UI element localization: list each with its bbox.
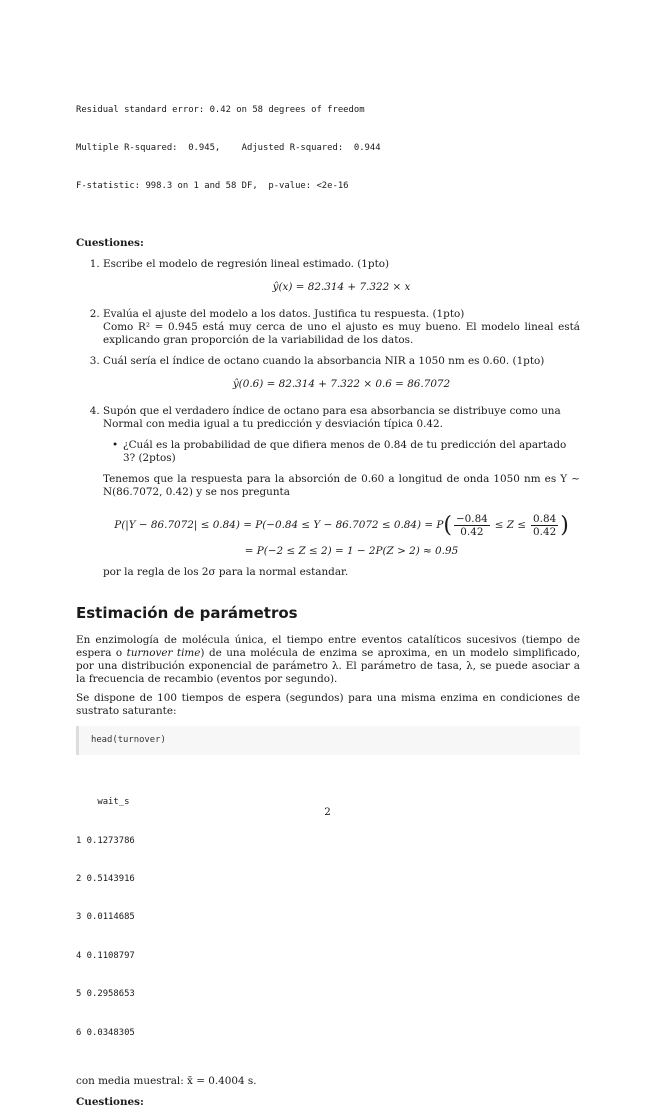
page-content [76,78,580,1117]
question-2 [103,308,580,347]
question-4-bullets [103,439,580,465]
question-1 [103,258,580,294]
eq-mid: ≤ Z ≤ [494,519,527,532]
cuestiones-heading-2: Cuestiones: [76,1095,144,1108]
section-intro-paragraph [76,634,580,686]
r-summary-output [76,78,580,219]
intro-text-a: En enzimología de molécula única, el tiempo entre eventos catalíticos sucesivos (tiempo de espera o [76,633,580,659]
question-list [76,258,580,579]
r-output-line: Multiple R-squared: 0.945, Adjusted R-squared: 0.944 [76,142,381,153]
left-paren: ( [443,512,452,538]
section-heading: Estimación de parámetros [76,603,298,622]
fraction-upper-num: 0.84 [533,513,557,526]
fraction-upper-den: 0.42 [533,526,557,539]
eq-line1-left: P(|Y − 86.7072| ≤ 0.84) = P(−0.84 ≤ Y − 86.7072 ≤ 0.84) = P [114,519,444,532]
fraction-lower-den: 0.42 [460,526,484,539]
fraction-lower [454,513,490,538]
table-row: 3 0.0114685 [76,912,135,923]
probability-equation-line-1 [103,509,580,543]
page-number: 2 [324,806,331,818]
fraction-upper [531,513,558,538]
table-row: 6 0.0348305 [76,1027,135,1038]
table-row: 5 0.2958653 [76,989,135,1000]
r-output-line: Residual standard error: 0.42 on 58 degrees of freedom [76,104,365,115]
question-3-text: Cuál sería el índice de octano cuando la absorbancia NIR a 1050 nm es 0.60. (1pto) [103,354,545,367]
probability-equation-line-2: = P(−2 ≤ Z ≤ 2) = 1 − 2P(Z > 2) ≈ 0.95 [244,544,459,557]
question-1-equation: ŷ(x) = 82.314 + 7.322 × x [272,280,411,293]
table-row: 4 0.1108797 [76,950,135,961]
intro-italic-term: turnover time [126,646,201,659]
question-4-text: Supón que el verdadero índice de octano para esa absorbancia se distribuye como una Normal con media igual a tu predicción y desviación típica 0.42. [103,404,561,430]
cuestiones-heading: Cuestiones: [76,236,144,249]
question-3 [103,355,580,391]
table-row: 1 0.1273786 [76,835,135,846]
question-1-text: Escribe el modelo de regresión lineal estimado. (1pto) [103,257,390,270]
table-row: 2 0.5143916 [76,873,135,884]
fraction-lower-num: −0.84 [455,513,488,526]
probability-equation [103,509,580,558]
data-description-paragraph: Se dispone de 100 tiempos de espera (segundos) para una misma enzima en condiciones de sustrato saturante: [76,691,580,717]
question-2-text: Evalúa el ajuste del modelo a los datos. Justifica tu respuesta. (1pto) [103,307,465,320]
question-4-bullet: • ¿Cuál es la probabilidad de que difiera menos de 0.84 de tu predicción del apartado 3? (2ptos) [123,439,580,465]
sample-mean-text: con media muestral: x̄ = 0.4004 s. [76,1074,257,1087]
intro-text-b: ) de una molécula de enzima se aproxima, en un modelo simplificado, por una distribución exponencial de parámetro λ. El parámetro de tasa, λ, se puede asociar a la frecuencia de recambio (eventos por segundo). [76,646,580,685]
r-code-block: head(turnover) [76,726,580,755]
question-3-equation: ŷ(0.6) = 82.314 + 7.322 × 0.6 = 86.7072 [232,377,451,390]
question-2-answer: Como R² = 0.945 está muy cerca de uno el ajusto es muy bueno. El modelo lineal está explicando gran proporción de la variabilidad de los datos. [103,320,580,346]
question-4 [103,405,580,579]
question-4-answer-intro: Tenemos que la respuesta para la absorción de 0.60 a longitud de onda 1050 nm es Y ∼ N(86.7072, 0.42) y se nos pregunta [103,472,580,498]
question-4-closing: por la regla de los 2σ para la normal estandar. [103,565,349,578]
table-header: wait_s [76,797,130,808]
right-paren: ) [560,512,569,538]
r-output-line: F-statistic: 998.3 on 1 and 58 DF, p-value: <2e-16 [76,181,349,192]
